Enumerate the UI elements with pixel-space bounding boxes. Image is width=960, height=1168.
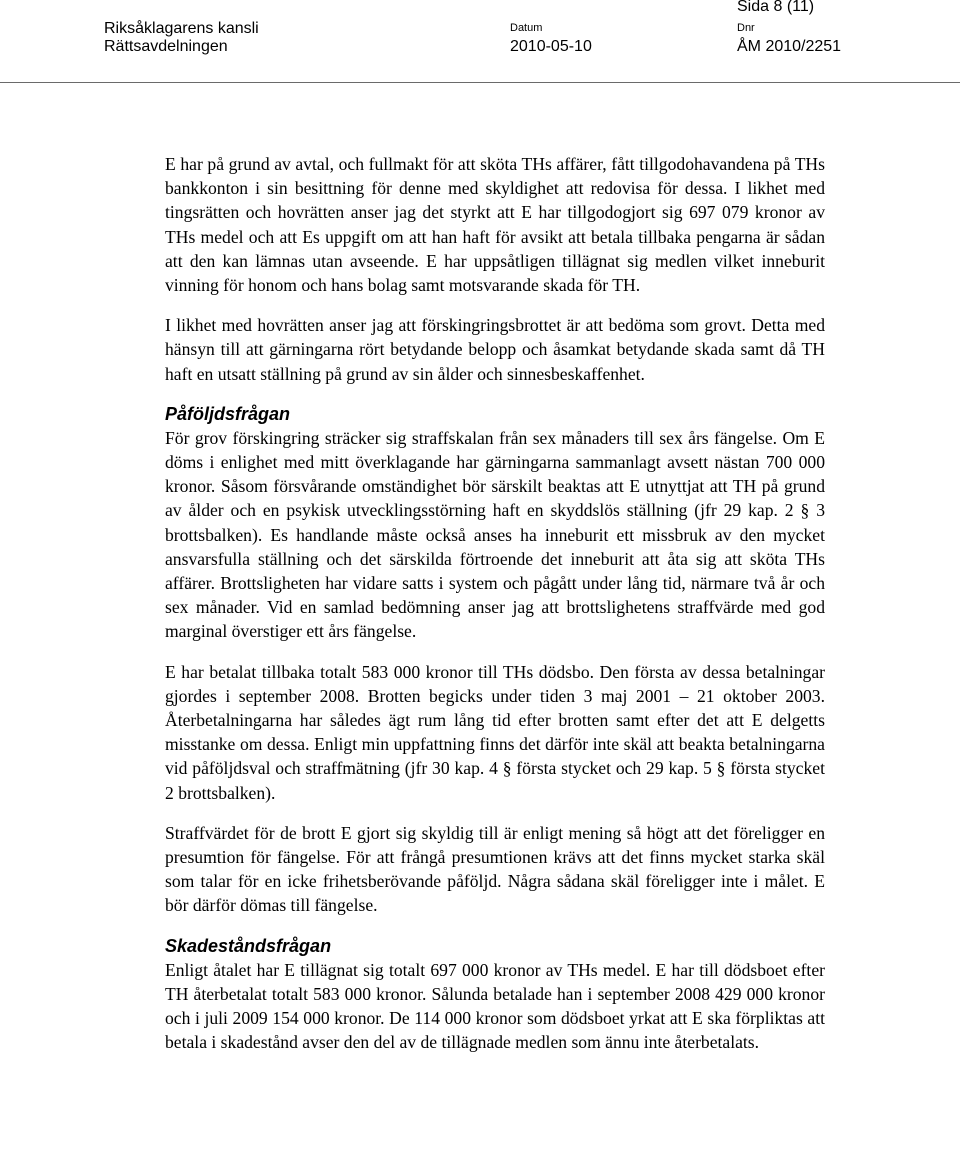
section-heading-sanction: Påföljdsfrågan (165, 403, 291, 424)
page-number: Sida 8 (11) (737, 0, 815, 15)
paragraph-embezzlement-facts: E har på grund av avtal, och fullmakt för att sköta THs affärer, fått tillgodohavandena på THs bankkonton i sin besittning för denne med skyldighet att redovisa för dessa. I likhet med tingsrätten och hovrätten anser jag det styrkt att E har tillgodogjort sig 697 079 kronor av THs medel och att Es uppgift om att han haft för avsikt att betala tillbaka pengarna är sådan att den kan lämnas utan avseende. E har uppsåtligen tillägnat sig medlen vilket inneburit vinning för honom och hans bolag samt motsvarande skada för TH. (165, 154, 825, 296)
paragraph-gross-assessment: I likhet med hovrätten anser jag att förskingringsbrottet är att bedöma som grovt. Detta med hänsyn till att gärningarna rört betydande belopp och åsamkat betydande skada samt då TH haft en utsatt ställning på grund av sin ålder och sinnesbeskaffenhet. (165, 315, 825, 384)
section-heading-damages: Skadeståndsfrågan (165, 935, 332, 956)
paragraph-prison-presumption: Straffvärdet för de brott E gjort sig skyldig till är enligt mening så högt att det föreligger en presumtion för fängelse. För att frångå presumtionen krävs att det finns mycket starka skäl som talar för en icke frihetsberövande påföljd. Några sådana skäl föreligger inte i målet. E bör därför dömas till fängelse. (165, 822, 825, 916)
organization-name: Riksåklagarens kansli (104, 20, 259, 37)
paragraph-damages: Enligt åtalet har E tillägnat sig totalt 697 000 kronor av THs medel. E har till dödsboet efter TH återbetalat totalt 583 000 kronor. Sålunda betalade han i september 2008 429 000 kronor och i juli 2009 154 000 kronor. De 114 000 kronor som dödsboet yrkat att E ska förpliktas att betala i skadestånd avser den del av de tillägnade medlen som ännu inte återbetalats. (165, 959, 825, 1053)
case-number: ÅM 2010/2251 (737, 38, 842, 55)
department-name: Rättsavdelningen (104, 38, 228, 55)
header-divider (0, 82, 960, 83)
dnr-label: Dnr (737, 22, 755, 34)
document-date: 2010-05-10 (510, 38, 592, 55)
paragraph-repayments: E har betalat tillbaka totalt 583 000 kronor till THs dödsbo. Den första av dessa betalningar gjordes i september 2008. Brotten begicks under tiden 3 maj 2001 – 21 oktober 2003. Återbetalningarna har således ägt rum lång tid efter brotten samt efter det att E delgetts misstanke om dessa. Enligt min uppfattning finns det därför inte skäl att beakta betalningarna vid påföljdsval och straffmätning (jfr 30 kap. 4 § första stycket och 29 kap. 5 § första stycket 2 brottsbalken). (165, 661, 825, 803)
paragraph-penal-value: För grov förskingring sträcker sig straffskalan från sex månaders till sex års fängelse. Om E döms i enlighet med mitt överklagande har gärningarna sammanlagt avsett nästan 700 000 kronor. Såsom försvårande omständighet bör särskilt beaktas att E utnyttjat att TH på grund av ålder och en psykisk utvecklingsstörning haft en skyddslös ställning (jfr 29 kap. 2 § 3 brottsbalken). Es handlande måste också anses ha inneburit ett missbruk av den mycket ansvarsfulla ställning och det särskilda förtroende det inneburit att åta sig att sköta THs affärer. Brottsligheten har vidare satts i system och pågått under lång tid, närmare två år och sex månader. Vid en samlad bedömning anser jag att brottslighetens straffvärde med god marginal överstiger ett års fängelse. (165, 427, 825, 642)
document-body (165, 152, 825, 1055)
date-label: Datum (510, 22, 543, 34)
